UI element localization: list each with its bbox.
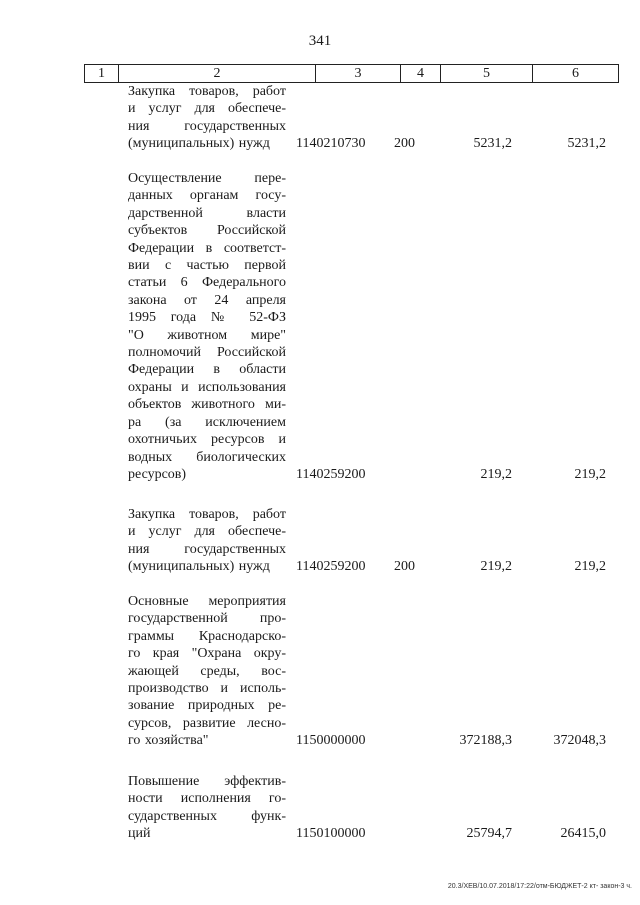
description-line: ния государственных (128, 541, 286, 557)
description-line: го края "Охрана окру- (128, 646, 286, 662)
description-line: государственной про- (128, 611, 286, 627)
description-line: ций (128, 826, 151, 842)
header-col-6: 6 (572, 66, 579, 81)
header-col-2: 2 (119, 65, 316, 82)
description-line: вии с частью первой (128, 258, 286, 274)
row-code: 1140210730 (296, 136, 366, 152)
description-line: Закупка товаров, работ (128, 84, 286, 99)
description-line: Федерации в области (128, 362, 286, 378)
description-line: и услуг для обеспече- (128, 101, 286, 117)
header-col-5: 5 (441, 65, 533, 82)
row-value-1: 219,2 (480, 466, 512, 482)
description-line: закона от 24 апреля (128, 292, 286, 308)
row-value-2: 372048,3 (553, 733, 606, 749)
description-line: производство и исполь- (128, 681, 286, 697)
row-value-1: 219,2 (480, 559, 512, 575)
description-line: объектов животного ми- (128, 397, 286, 413)
description-line: ния государственных (128, 118, 286, 134)
row-value-2: 5231,2 (567, 136, 606, 152)
row-type: 200 (394, 559, 415, 575)
description-line: сударственных функ- (128, 808, 286, 824)
description-line: водных биологических (128, 449, 286, 465)
row-value-2: 26415,0 (560, 826, 606, 842)
description-line: (муниципальных) нужд (128, 559, 270, 575)
row-description (128, 170, 286, 483)
description-line: 1995 года № 52-ФЗ (128, 310, 286, 326)
description-line: ра (за исключением (128, 414, 286, 430)
description-line: "О животном мире" (128, 327, 286, 343)
description-line: граммы Краснодарско- (128, 628, 286, 644)
description-line: охраны и использования (128, 379, 286, 395)
description-line: Закупка товаров, работ (128, 507, 286, 522)
row-code: 1140259200 (296, 466, 366, 482)
description-line: сурсов, развитие лесно- (128, 715, 286, 731)
row-description (128, 83, 286, 153)
row-value-1: 5231,2 (473, 136, 512, 152)
document-footer-stamp: 20.3/XEB/10.07.2018/17:22/отм-БЮДЖЕТ-2 кт- закон-3 ч. (447, 883, 632, 890)
row-description (128, 593, 286, 750)
row-code: 1150000000 (296, 733, 366, 749)
description-line: зование природных ре- (128, 698, 286, 714)
description-line: данных органам госу- (128, 188, 286, 204)
description-line: Повышение эффектив- (128, 774, 286, 789)
description-line: полномочий Российской (128, 345, 286, 361)
row-value-2: 219,2 (574, 466, 606, 482)
description-line: ресурсов) (128, 466, 187, 482)
row-code: 1140259200 (296, 559, 366, 575)
header-col-1: 1 (85, 65, 119, 82)
row-value-1: 372188,3 (459, 733, 512, 749)
description-line: Осуществление пере- (128, 171, 286, 186)
description-line: ности исполнения го- (128, 791, 286, 807)
description-line: статьи 6 Федерального (128, 275, 286, 291)
header-col-3: 3 (316, 65, 401, 82)
description-line: и услуг для обеспече- (128, 524, 286, 540)
description-line: дарственной власти (128, 205, 286, 221)
header-col-4: 4 (401, 65, 441, 82)
table-header (84, 64, 619, 83)
description-line: (муниципальных) нужд (128, 136, 270, 152)
description-line: Основные мероприятия (128, 594, 286, 609)
row-code: 1150100000 (296, 826, 366, 842)
description-line: Федерации в соответст- (128, 240, 286, 256)
row-value-2: 219,2 (574, 559, 606, 575)
row-description (128, 773, 286, 843)
row-value-1: 25794,7 (466, 826, 512, 842)
page-number: 341 (308, 33, 332, 49)
description-line: охотничьих ресурсов и (128, 432, 286, 448)
row-description (128, 506, 286, 576)
description-line: го хозяйства" (128, 733, 209, 749)
description-line: субъектов Российской (128, 223, 286, 239)
row-type: 200 (394, 136, 415, 152)
description-line: жающей среды, вос- (128, 663, 286, 679)
